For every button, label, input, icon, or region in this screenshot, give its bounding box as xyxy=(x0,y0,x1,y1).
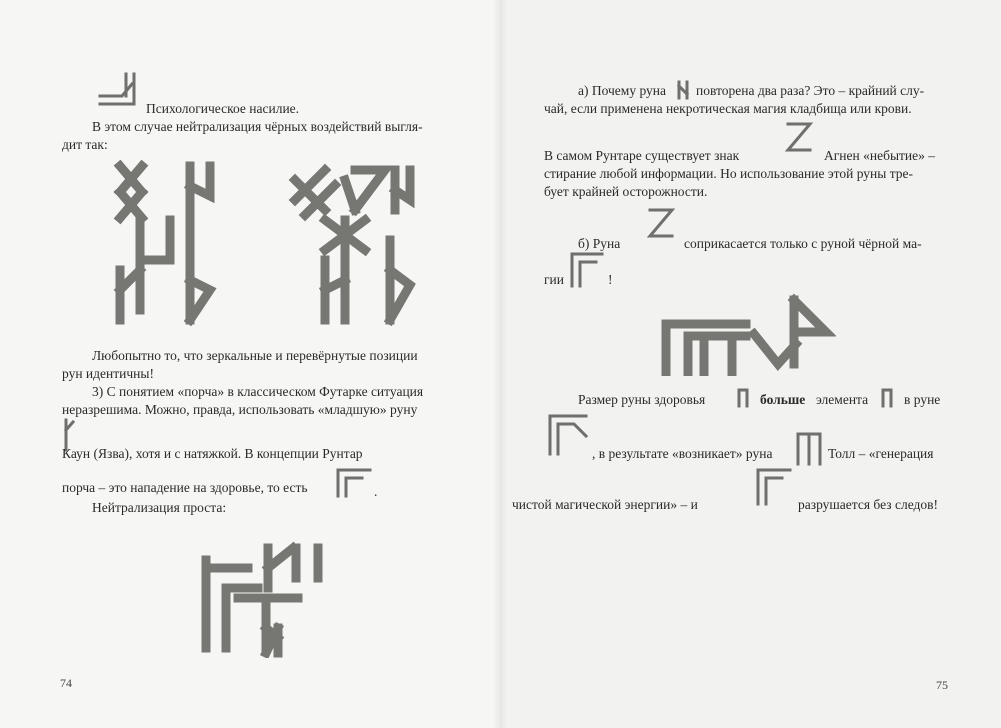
left-page xyxy=(0,0,500,728)
p2-line2: рун идентичны! xyxy=(62,366,154,381)
p3-line2: неразрешима. Можно, правда, использовать «младшую» руну xyxy=(62,402,418,417)
p3-line4: порча – это нападение на здоровье, то есть xyxy=(62,480,308,495)
black-magic-rune-icon xyxy=(568,250,606,288)
p2-line1: Любопытно то, что зеркальные и перевёрнутые позиции xyxy=(92,348,418,363)
a-line2: чай, если применена некротическая магия кладбища или крови. xyxy=(544,101,912,116)
agnen-rune-icon-1 xyxy=(784,120,814,154)
agnen-rune-icon-2 xyxy=(646,206,676,240)
toll-rune-icon xyxy=(794,430,824,466)
d-bold-text: больше xyxy=(760,392,806,407)
d-part3: в руне xyxy=(904,392,941,407)
d-part1: Размер руны здоровья xyxy=(578,392,706,407)
p3-line3: Каун (Язва), хотя и с натяжкой. В концепции Рунтар xyxy=(62,446,363,461)
b-line3: бует крайней осторожности. xyxy=(544,184,708,199)
c-line2: гии xyxy=(544,272,564,287)
c-end: ! xyxy=(608,272,613,287)
page-number-right: 75 xyxy=(936,678,948,692)
b-part2: Агнен «небытие» – xyxy=(824,148,935,163)
f-part1: чистой магической энергии» – и xyxy=(512,497,698,512)
a-part1: а) Почему руна xyxy=(578,83,667,98)
e-part2: Толл – «генерация xyxy=(828,446,934,461)
ur-rune-icon-2 xyxy=(880,388,894,408)
page-number-left: 74 xyxy=(60,676,72,690)
p1-line1: В этом случае нейтрализация чёрных воздействий выгля- xyxy=(92,119,423,134)
c-part2: соприкасается только с руной чёрной ма- xyxy=(684,236,922,251)
health-tall-rune-figure xyxy=(660,292,836,376)
d-bold xyxy=(760,392,805,408)
p3-end: . xyxy=(374,484,378,499)
b-line2: стирание любой информации. Но использование этой руны тре- xyxy=(544,166,914,181)
hagal-rune-icon xyxy=(676,80,690,100)
a-part2: повторена два раза? Это – крайний слу- xyxy=(696,83,925,98)
b-part1: В самом Рунтаре существует знак xyxy=(544,148,740,163)
p4-text: Нейтрализация проста: xyxy=(92,500,227,515)
health-rune-icon-right xyxy=(546,412,590,456)
d-part2: элемента xyxy=(816,392,869,407)
p1-line2: дит так: xyxy=(62,137,108,152)
p3-line1: 3) С понятием «порча» в классическом Футарке ситуация xyxy=(92,384,424,399)
e-part1: , в результате «возникает» руна xyxy=(592,446,773,461)
right-page xyxy=(500,0,1001,728)
c-part1: б) Руна xyxy=(578,236,621,251)
neutralization-rune-figure xyxy=(198,538,328,658)
heading-psych: Психологическое насилие. xyxy=(146,101,300,116)
health-rune-icon xyxy=(334,466,374,498)
bind-rune-figure-1 xyxy=(110,160,230,330)
rune-psych-icon xyxy=(96,72,140,112)
bind-rune-figure-2 xyxy=(285,160,425,330)
f-part2: разрушается без следов! xyxy=(798,497,939,512)
ur-rune-icon-1 xyxy=(736,388,750,408)
book-gutter xyxy=(492,0,508,728)
health-rune-icon-small xyxy=(754,466,794,506)
